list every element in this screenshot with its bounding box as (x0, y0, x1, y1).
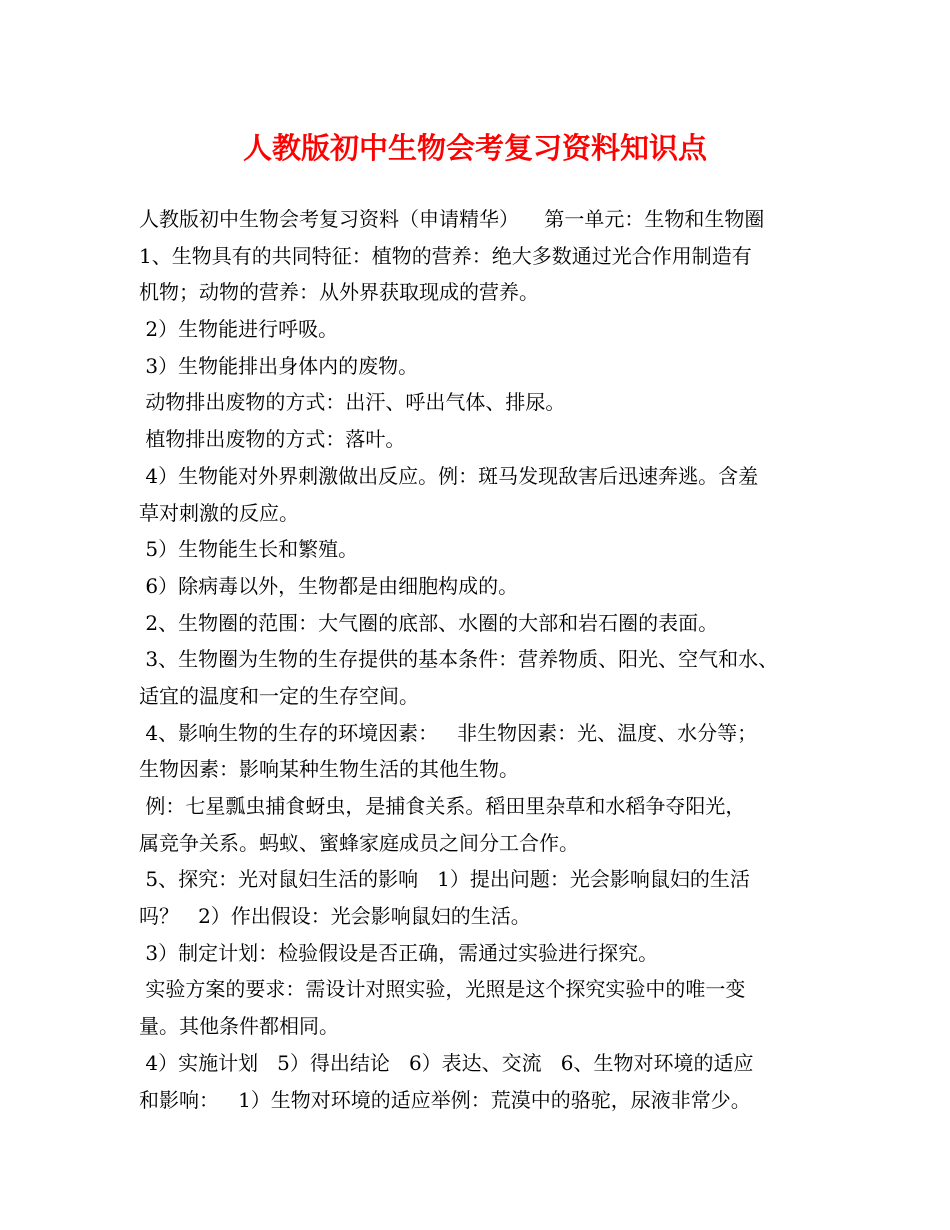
page-title: 人教版初中生物会考复习资料知识点 (242, 131, 707, 165)
text-line: 4）实施计划 5）得出结论 6）表达、交流 6、生物对环境的适应 (139, 1050, 754, 1075)
text-line: 6）除病毒以外，生物都是由细胞构成的。 (139, 573, 519, 598)
text-line: 3）制定计划：检验假设是否正确，需通过实验进行探究。 (139, 940, 659, 965)
text-line: 属竞争关系。蚂蚁、蜜蜂家庭成员之间分工合作。 (139, 830, 579, 855)
text-line: 吗？ 2）作出假设：光会影响鼠妇的生活。 (139, 904, 531, 929)
text-line: 例：七星瓢虫捕食蚜虫，是捕食关系。稻田里杂草和水稻争夺阳光， (139, 794, 746, 818)
text-line: 草对刺激的反应。 (139, 500, 299, 525)
text-line: 4、影响生物的生存的环境因素： 非生物因素：光、温度、水分等； (139, 720, 758, 745)
text-line: 3）生物能排出身体内的废物。 (139, 353, 419, 378)
text-line: 3、生物圈为生物的生存提供的基本条件：营养物质、阳光、空气和水、 (139, 647, 779, 672)
text-line: 量。其他条件都相同。 (139, 1014, 339, 1039)
text-line: 5）生物能生长和繁殖。 (139, 537, 359, 562)
text-line: 动物排出废物的方式：出汗、呼出气体、排尿。 (139, 390, 566, 415)
text-line: 机物；动物的营养：从外界获取现成的营养。 (139, 280, 539, 305)
document-body (139, 201, 829, 1118)
text-line: 生物因素：影响某种生物生活的其他生物。 (139, 757, 519, 782)
text-line: 4）生物能对外界刺激做出反应。例：斑马发现敌害后迅速奔逃。含羞 (139, 463, 759, 488)
text-line: 植物排出废物的方式：落叶。 (139, 427, 406, 452)
text-line: 1、生物具有的共同特征：植物的营养：绝大多数通过光合作用制造有 (139, 243, 752, 268)
text-line: 人教版初中生物会考复习资料（申请精华） 第一单元：生物和生物圈 (139, 207, 765, 231)
text-line: 2、生物圈的范围：大气圈的底部、水圈的大部和岩石圈的表面。 (139, 610, 719, 635)
text-line: 2）生物能进行呼吸。 (139, 317, 339, 342)
text-line: 实验方案的要求：需设计对照实验，光照是这个探究实验中的唯一变 (139, 977, 746, 1002)
text-line: 和影响： 1）生物对环境的适应举例：荒漠中的骆驼，尿液非常少。 (139, 1087, 751, 1112)
text-line: 5、探究：光对鼠妇生活的影响 1）提出问题：光会影响鼠妇的生活 (139, 867, 750, 892)
text-line: 适宜的温度和一定的生存空间。 (139, 683, 419, 708)
